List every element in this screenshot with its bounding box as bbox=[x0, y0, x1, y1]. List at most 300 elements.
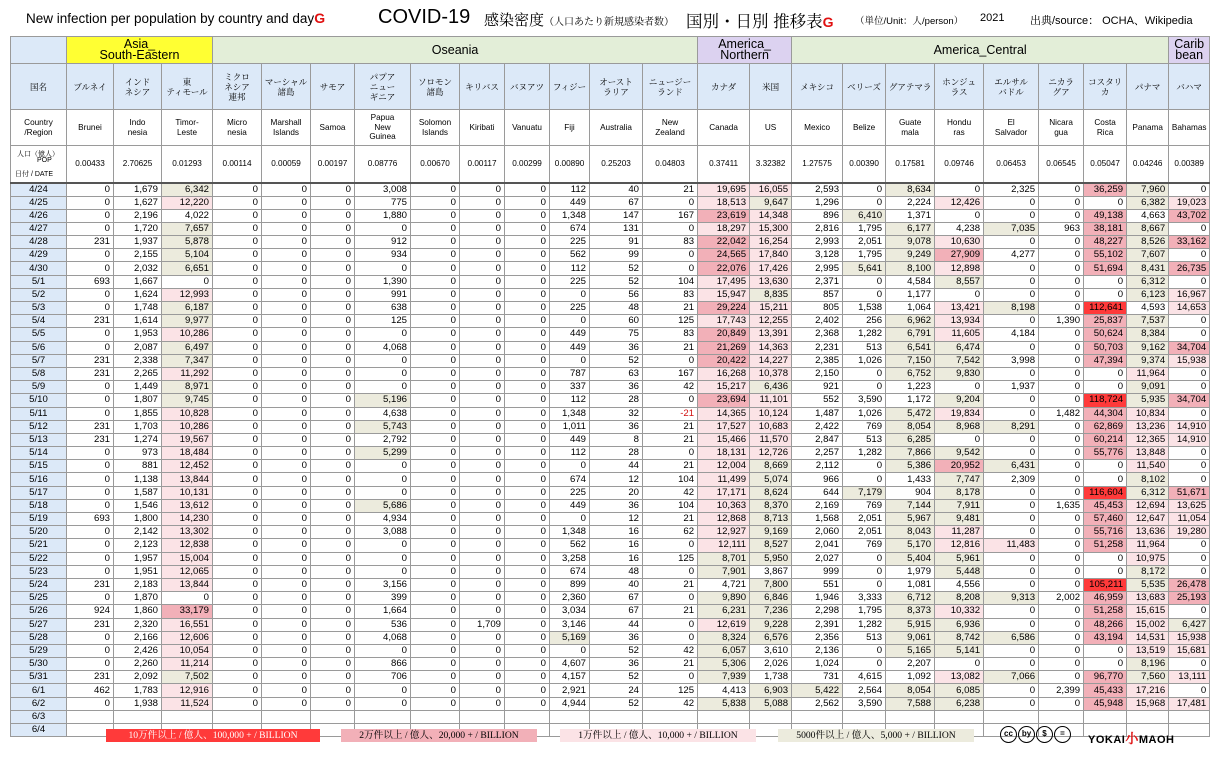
population-value: 0.00117 bbox=[460, 146, 505, 183]
data-cell: 83 bbox=[643, 236, 698, 249]
data-cell: 0 bbox=[1039, 209, 1084, 222]
data-cell: 38,181 bbox=[1084, 222, 1127, 235]
data-cell: 0 bbox=[643, 196, 698, 209]
data-cell: 52 bbox=[590, 671, 643, 684]
table-row bbox=[11, 183, 1210, 197]
data-cell: 0 bbox=[643, 249, 698, 262]
population-value: 0.00059 bbox=[262, 146, 311, 183]
data-cell: 11,570 bbox=[750, 433, 792, 446]
data-cell: 2,338 bbox=[114, 354, 162, 367]
data-cell: 8,172 bbox=[1127, 565, 1169, 578]
data-cell: 2,196 bbox=[114, 209, 162, 222]
data-cell: 0 bbox=[355, 367, 411, 380]
data-cell: 0 bbox=[643, 447, 698, 460]
data-cell: 2,002 bbox=[1039, 592, 1084, 605]
data-cell: 5,950 bbox=[750, 552, 792, 565]
data-cell: 26,735 bbox=[1169, 262, 1210, 275]
region-header: Asia_ South-Eastern bbox=[67, 37, 213, 64]
data-cell: 0 bbox=[311, 552, 355, 565]
data-cell: 0 bbox=[843, 288, 886, 301]
data-cell: 0 bbox=[311, 407, 355, 420]
data-cell: 0 bbox=[311, 499, 355, 512]
data-cell: 8,208 bbox=[935, 592, 984, 605]
data-cell: 0 bbox=[262, 275, 311, 288]
data-cell: 0 bbox=[311, 697, 355, 710]
data-cell: 674 bbox=[550, 473, 590, 486]
data-cell: 3,590 bbox=[843, 394, 886, 407]
data-cell: 0 bbox=[262, 222, 311, 235]
data-cell: 3,156 bbox=[355, 578, 411, 591]
data-cell: 5,838 bbox=[698, 697, 750, 710]
data-cell: 0 bbox=[505, 288, 550, 301]
data-cell: 0 bbox=[505, 394, 550, 407]
data-cell: 1,738 bbox=[750, 671, 792, 684]
data-cell: 0 bbox=[1039, 552, 1084, 565]
data-cell: 12 bbox=[590, 513, 643, 526]
date-cell: 4/29 bbox=[11, 249, 67, 262]
data-cell: 0 bbox=[262, 684, 311, 697]
data-cell: 1,296 bbox=[792, 196, 843, 209]
country-name-jp: パナマ bbox=[1127, 64, 1169, 110]
data-cell: 0 bbox=[411, 486, 460, 499]
data-cell: 0 bbox=[505, 341, 550, 354]
data-cell: 0 bbox=[505, 631, 550, 644]
data-cell: 96,770 bbox=[1084, 671, 1127, 684]
data-cell: 0 bbox=[355, 381, 411, 394]
data-cell: 963 bbox=[1039, 222, 1084, 235]
table-row bbox=[11, 552, 1210, 565]
country-name-jp: バハマ bbox=[1169, 64, 1210, 110]
data-cell: 0 bbox=[460, 420, 505, 433]
table-row bbox=[11, 420, 1210, 433]
by-icon: by bbox=[1018, 726, 1035, 743]
data-cell: 0 bbox=[311, 644, 355, 657]
data-cell: 1,937 bbox=[984, 381, 1039, 394]
data-cell: 9,228 bbox=[750, 618, 792, 631]
data-cell: 36 bbox=[590, 658, 643, 671]
data-cell: 16,055 bbox=[750, 183, 792, 197]
data-cell: 0 bbox=[505, 684, 550, 697]
data-cell: 10,054 bbox=[162, 644, 213, 657]
data-cell: 1,064 bbox=[886, 302, 935, 315]
data-cell: 10,286 bbox=[162, 420, 213, 433]
data-cell: 0 bbox=[460, 315, 505, 328]
data-cell: 11,964 bbox=[1127, 367, 1169, 380]
data-cell: 0 bbox=[411, 565, 460, 578]
data-cell: 0 bbox=[213, 486, 262, 499]
date-cell: 4/30 bbox=[11, 262, 67, 275]
data-cell: 0 bbox=[1084, 473, 1127, 486]
data-cell: 0 bbox=[460, 183, 505, 197]
data-cell: 42 bbox=[643, 644, 698, 657]
date-cell: 4/26 bbox=[11, 209, 67, 222]
data-cell: 6,187 bbox=[162, 302, 213, 315]
data-cell: 22,042 bbox=[698, 236, 750, 249]
data-cell: -21 bbox=[643, 407, 698, 420]
data-cell: 0 bbox=[460, 249, 505, 262]
data-cell: 6,936 bbox=[935, 618, 984, 631]
data-cell: 20 bbox=[590, 486, 643, 499]
country-name-en: El Salvador bbox=[984, 110, 1039, 146]
population-row bbox=[11, 146, 1210, 183]
country-name-en: Australia bbox=[590, 110, 643, 146]
data-cell: 0 bbox=[213, 262, 262, 275]
data-cell: 644 bbox=[792, 486, 843, 499]
data-cell: 0 bbox=[460, 222, 505, 235]
data-cell: 0 bbox=[262, 631, 311, 644]
data-cell: 0 bbox=[411, 684, 460, 697]
data-cell: 36 bbox=[590, 631, 643, 644]
data-cell: 13,625 bbox=[1169, 499, 1210, 512]
country-name-jp: パプア ニュー ギニア bbox=[355, 64, 411, 110]
data-cell: 0 bbox=[411, 394, 460, 407]
data-cell: 21 bbox=[643, 605, 698, 618]
data-cell: 0 bbox=[460, 354, 505, 367]
data-cell: 0 bbox=[67, 196, 114, 209]
data-cell: 0 bbox=[262, 486, 311, 499]
data-cell: 0 bbox=[1039, 671, 1084, 684]
data-cell: 0 bbox=[1169, 381, 1210, 394]
data-cell: 0 bbox=[935, 288, 984, 301]
data-cell: 0 bbox=[311, 341, 355, 354]
data-cell: 0 bbox=[843, 644, 886, 657]
data-cell: 1,433 bbox=[886, 473, 935, 486]
data-cell: 2,391 bbox=[792, 618, 843, 631]
data-cell: 55,716 bbox=[1084, 526, 1127, 539]
data-cell: 0 bbox=[213, 539, 262, 552]
table-row bbox=[11, 486, 1210, 499]
data-cell: 5,074 bbox=[750, 473, 792, 486]
data-cell: 1,783 bbox=[114, 684, 162, 697]
data-cell: 28 bbox=[590, 447, 643, 460]
data-cell: 0 bbox=[1039, 183, 1084, 197]
date-cell: 5/19 bbox=[11, 513, 67, 526]
country-name-en: Kiribati bbox=[460, 110, 505, 146]
population-value: 0.06545 bbox=[1039, 146, 1084, 183]
data-cell: 0 bbox=[311, 288, 355, 301]
data-cell: 0 bbox=[355, 473, 411, 486]
data-cell: 513 bbox=[843, 341, 886, 354]
data-cell: 51,258 bbox=[1084, 539, 1127, 552]
date-cell: 5/6 bbox=[11, 341, 67, 354]
data-cell: 27,909 bbox=[935, 249, 984, 262]
data-cell: 1,795 bbox=[843, 222, 886, 235]
date-cell: 5/9 bbox=[11, 381, 67, 394]
data-cell: 8,291 bbox=[984, 420, 1039, 433]
data-cell: 51,671 bbox=[1169, 486, 1210, 499]
data-cell: 36,259 bbox=[1084, 183, 1127, 197]
data-cell: 6,497 bbox=[162, 341, 213, 354]
country-name-jp: マーシャル 諸島 bbox=[262, 64, 311, 110]
data-cell: 4,721 bbox=[698, 578, 750, 591]
data-cell: 8,968 bbox=[935, 420, 984, 433]
data-cell: 4,944 bbox=[550, 697, 590, 710]
data-cell: 12,606 bbox=[162, 631, 213, 644]
data-cell: 9,313 bbox=[984, 592, 1039, 605]
data-cell: 11,214 bbox=[162, 658, 213, 671]
data-cell: 5,686 bbox=[355, 499, 411, 512]
data-cell: 1,795 bbox=[843, 605, 886, 618]
data-cell: 2,123 bbox=[114, 539, 162, 552]
data-cell: 0 bbox=[411, 183, 460, 197]
data-cell: 4,615 bbox=[843, 671, 886, 684]
data-cell: 904 bbox=[886, 486, 935, 499]
data-cell: 0 bbox=[311, 658, 355, 671]
data-cell: 0 bbox=[1169, 684, 1210, 697]
data-cell: 0 bbox=[411, 526, 460, 539]
data-cell: 91 bbox=[590, 236, 643, 249]
data-cell: 17,481 bbox=[1169, 697, 1210, 710]
data-cell: 42 bbox=[643, 697, 698, 710]
data-cell: 706 bbox=[355, 671, 411, 684]
data-cell: 0 bbox=[411, 631, 460, 644]
date-cell: 6/1 bbox=[11, 684, 67, 697]
data-cell: 0 bbox=[643, 394, 698, 407]
data-cell: 11,540 bbox=[1127, 460, 1169, 473]
data-cell: 6,712 bbox=[886, 592, 935, 605]
data-cell: 0 bbox=[505, 315, 550, 328]
data-cell: 0 bbox=[505, 367, 550, 380]
data-cell: 0 bbox=[213, 222, 262, 235]
data-cell: 14,363 bbox=[750, 341, 792, 354]
data-cell: 0 bbox=[262, 315, 311, 328]
data-cell: 0 bbox=[311, 473, 355, 486]
data-cell: 0 bbox=[843, 183, 886, 197]
data-cell: 0 bbox=[411, 288, 460, 301]
data-cell: 0 bbox=[355, 539, 411, 552]
data-cell: 7,066 bbox=[984, 671, 1039, 684]
data-cell: 0 bbox=[984, 315, 1039, 328]
data-cell: 5,299 bbox=[355, 447, 411, 460]
data-cell: 1,026 bbox=[843, 354, 886, 367]
data-cell: 1,282 bbox=[843, 328, 886, 341]
data-cell: 0 bbox=[355, 565, 411, 578]
data-cell: 0 bbox=[67, 288, 114, 301]
data-cell: 21,269 bbox=[698, 341, 750, 354]
population-value: 0.05047 bbox=[1084, 146, 1127, 183]
data-cell: 44,304 bbox=[1084, 407, 1127, 420]
data-cell: 0 bbox=[67, 222, 114, 235]
data-cell: 0 bbox=[460, 486, 505, 499]
country-name-en: Mexico bbox=[792, 110, 843, 146]
data-cell: 0 bbox=[311, 262, 355, 275]
country-name-jp: ニュージー ランド bbox=[643, 64, 698, 110]
data-cell: 13,934 bbox=[935, 315, 984, 328]
data-cell: 0 bbox=[411, 249, 460, 262]
population-value: 3.32382 bbox=[750, 146, 792, 183]
data-cell: 4,638 bbox=[355, 407, 411, 420]
data-cell: 5,961 bbox=[935, 552, 984, 565]
data-cell: 0 bbox=[505, 433, 550, 446]
data-cell: 2,298 bbox=[792, 605, 843, 618]
data-cell: 5,196 bbox=[355, 394, 411, 407]
data-cell: 24,565 bbox=[698, 249, 750, 262]
data-cell: 5,472 bbox=[886, 407, 935, 420]
country-name-jp: オースト ラリア bbox=[590, 64, 643, 110]
data-cell: 5,165 bbox=[886, 644, 935, 657]
country-name-en: Solomon Islands bbox=[411, 110, 460, 146]
data-cell: 0 bbox=[460, 565, 505, 578]
data-cell: 0 bbox=[505, 618, 550, 631]
data-cell: 9,169 bbox=[750, 526, 792, 539]
data-cell: 0 bbox=[311, 328, 355, 341]
data-cell: 5,386 bbox=[886, 460, 935, 473]
data-cell: 0 bbox=[262, 513, 311, 526]
data-cell: 0 bbox=[213, 275, 262, 288]
data-cell: 0 bbox=[984, 658, 1039, 671]
data-cell: 3,998 bbox=[984, 354, 1039, 367]
data-cell: 43,702 bbox=[1169, 209, 1210, 222]
data-cell: 0 bbox=[505, 565, 550, 578]
table-row bbox=[11, 710, 1210, 723]
data-cell: 14,910 bbox=[1169, 420, 1210, 433]
data-cell: 2,060 bbox=[792, 526, 843, 539]
data-cell: 0 bbox=[460, 499, 505, 512]
data-cell: 1,946 bbox=[792, 592, 843, 605]
data-cell: 2,155 bbox=[114, 249, 162, 262]
data-cell: 9,091 bbox=[1127, 381, 1169, 394]
country-name-en: Bahamas bbox=[1169, 110, 1210, 146]
data-cell: 924 bbox=[67, 605, 114, 618]
data-cell: 2,092 bbox=[114, 671, 162, 684]
data-cell: 551 bbox=[792, 578, 843, 591]
data-cell: 0 bbox=[1039, 354, 1084, 367]
data-cell: 16 bbox=[590, 539, 643, 552]
data-cell: 2,360 bbox=[550, 592, 590, 605]
data-cell: 4,068 bbox=[355, 341, 411, 354]
data-cell: 0 bbox=[460, 697, 505, 710]
table-row bbox=[11, 236, 1210, 249]
data-cell: 0 bbox=[311, 249, 355, 262]
data-cell: 0 bbox=[262, 288, 311, 301]
population-value: 0.00197 bbox=[311, 146, 355, 183]
date-cell: 5/16 bbox=[11, 473, 67, 486]
data-cell bbox=[311, 710, 355, 723]
data-cell: 6,436 bbox=[750, 381, 792, 394]
data-cell: 2,112 bbox=[792, 460, 843, 473]
population-value: 0.00299 bbox=[505, 146, 550, 183]
data-cell: 45,948 bbox=[1084, 697, 1127, 710]
date-cell: 5/30 bbox=[11, 658, 67, 671]
data-cell: 0 bbox=[67, 249, 114, 262]
data-cell: 1,957 bbox=[114, 552, 162, 565]
data-cell: 15,938 bbox=[1169, 631, 1210, 644]
data-cell: 12,993 bbox=[162, 288, 213, 301]
data-cell: 6,474 bbox=[935, 341, 984, 354]
table-row bbox=[11, 407, 1210, 420]
data-cell: 75 bbox=[590, 328, 643, 341]
data-cell: 0 bbox=[213, 420, 262, 433]
data-cell: 51,694 bbox=[1084, 262, 1127, 275]
data-cell: 51,258 bbox=[1084, 605, 1127, 618]
data-cell: 0 bbox=[1169, 552, 1210, 565]
data-cell: 0 bbox=[67, 565, 114, 578]
data-cell: 10,363 bbox=[698, 499, 750, 512]
data-cell: 2,260 bbox=[114, 658, 162, 671]
data-cell: 0 bbox=[1039, 460, 1084, 473]
data-cell: 0 bbox=[311, 526, 355, 539]
data-cell: 1,487 bbox=[792, 407, 843, 420]
data-cell: 0 bbox=[311, 565, 355, 578]
data-cell: 7,960 bbox=[1127, 183, 1169, 197]
data-cell: 20,952 bbox=[935, 460, 984, 473]
data-cell: 8,557 bbox=[935, 275, 984, 288]
population-value: 0.00890 bbox=[550, 146, 590, 183]
data-cell: 2,231 bbox=[792, 341, 843, 354]
date-cell: 5/20 bbox=[11, 526, 67, 539]
data-cell: 13,636 bbox=[1127, 526, 1169, 539]
data-cell: 0 bbox=[311, 275, 355, 288]
data-cell: 1,011 bbox=[550, 420, 590, 433]
population-value: 0.06453 bbox=[984, 146, 1039, 183]
data-cell: 6,123 bbox=[1127, 288, 1169, 301]
data-cell: 12,726 bbox=[750, 447, 792, 460]
table-row bbox=[11, 222, 1210, 235]
data-cell: 0 bbox=[262, 526, 311, 539]
data-cell: 62,869 bbox=[1084, 420, 1127, 433]
data-cell: 1,748 bbox=[114, 302, 162, 315]
data-cell: 0 bbox=[843, 196, 886, 209]
data-cell: 449 bbox=[550, 341, 590, 354]
data-cell: 43,194 bbox=[1084, 631, 1127, 644]
data-cell: 0 bbox=[984, 684, 1039, 697]
date-cell: 5/15 bbox=[11, 460, 67, 473]
data-cell: 5,535 bbox=[1127, 578, 1169, 591]
data-cell: 0 bbox=[262, 539, 311, 552]
data-cell: 12,111 bbox=[698, 539, 750, 552]
data-cell: 105,211 bbox=[1084, 578, 1127, 591]
data-cell: 19,695 bbox=[698, 183, 750, 197]
data-cell: 50,703 bbox=[1084, 341, 1127, 354]
data-cell: 34,704 bbox=[1169, 394, 1210, 407]
data-cell: 0 bbox=[67, 460, 114, 473]
data-cell: 0 bbox=[262, 671, 311, 684]
data-cell: 118,724 bbox=[1084, 394, 1127, 407]
data-cell: 0 bbox=[1169, 367, 1210, 380]
data-cell: 1,348 bbox=[550, 526, 590, 539]
data-cell: 36 bbox=[590, 499, 643, 512]
data-cell: 19,834 bbox=[935, 407, 984, 420]
data-cell: 0 bbox=[262, 196, 311, 209]
data-cell: 769 bbox=[843, 539, 886, 552]
data-cell: 104 bbox=[643, 473, 698, 486]
data-cell: 0 bbox=[311, 671, 355, 684]
data-cell: 0 bbox=[311, 381, 355, 394]
data-cell: 999 bbox=[792, 565, 843, 578]
data-cell bbox=[1084, 710, 1127, 723]
country-name-jp: グアテマラ bbox=[886, 64, 935, 110]
data-cell: 0 bbox=[460, 288, 505, 301]
data-cell: 0 bbox=[984, 486, 1039, 499]
data-cell: 12,916 bbox=[162, 684, 213, 697]
data-cell: 0 bbox=[460, 394, 505, 407]
data-cell: 0 bbox=[411, 578, 460, 591]
data-cell: 8,370 bbox=[750, 499, 792, 512]
data-cell: 0 bbox=[1169, 275, 1210, 288]
data-cell: 0 bbox=[1084, 275, 1127, 288]
data-cell: 0 bbox=[505, 328, 550, 341]
data-cell: 0 bbox=[311, 394, 355, 407]
data-cell: 8,054 bbox=[886, 420, 935, 433]
data-cell bbox=[843, 710, 886, 723]
data-cell: 4,277 bbox=[984, 249, 1039, 262]
data-cell: 11,287 bbox=[935, 526, 984, 539]
data-cell: 449 bbox=[550, 328, 590, 341]
country-name-en: Canada bbox=[698, 110, 750, 146]
data-cell: 4,593 bbox=[1127, 302, 1169, 315]
data-cell: 0 bbox=[67, 447, 114, 460]
data-cell: 0 bbox=[1084, 367, 1127, 380]
